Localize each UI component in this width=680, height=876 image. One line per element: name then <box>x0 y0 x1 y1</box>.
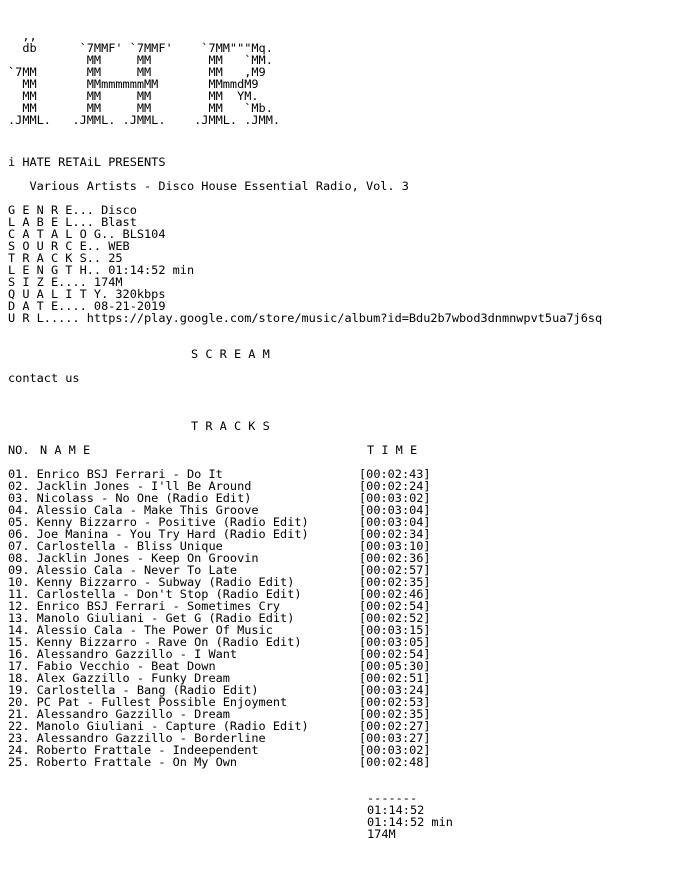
scream-heading: S C R E A M <box>191 347 270 361</box>
track-title: 03. Nicolass - No One (Radio Edit) <box>8 491 252 505</box>
info-tracks: T R A C K S.. 25 <box>8 251 123 265</box>
contact-link[interactable]: contact us <box>8 371 80 385</box>
track-time: [00:03:27] <box>359 731 431 745</box>
track-title: 15. Kenny Bizzarro - Rave On (Radio Edit) <box>8 635 302 649</box>
track-title: 21. Alessandro Gazzillo - Dream <box>8 707 230 721</box>
track-time: [00:02:46] <box>359 587 431 601</box>
track-time: [00:02:43] <box>359 467 431 481</box>
track-time: [00:03:10] <box>359 539 431 553</box>
track-title: 25. Roberto Frattale - On My Own <box>8 755 238 769</box>
info-size: S I Z E.... 174M <box>8 275 123 289</box>
track-time: [00:02:54] <box>359 647 431 661</box>
track-time: [00:02:34] <box>359 527 431 541</box>
track-time: [00:03:04] <box>359 503 431 517</box>
column-time-header: T I M E <box>367 443 418 457</box>
track-time: [00:05:30] <box>359 659 431 673</box>
track-time: [00:02:53] <box>359 695 431 709</box>
track-title: 09. Alessio Cala - Never To Late <box>8 563 238 577</box>
track-title: 13. Manolo Giuliani - Get G (Radio Edit) <box>8 611 295 625</box>
track-time: [00:03:24] <box>359 683 431 697</box>
track-title: 10. Kenny Bizzarro - Subway (Radio Edit) <box>8 575 295 589</box>
track-time: [00:02:48] <box>359 755 431 769</box>
album-title: Various Artists - Disco House Essential Radio, Vol. 3 <box>8 179 409 193</box>
column-no-header: NO. <box>8 443 30 457</box>
track-title: 06. Joe Manina - You Try Hard (Radio Edit) <box>8 527 309 541</box>
track-title: 08. Jacklin Jones - Keep On Groovin <box>8 551 259 565</box>
info-genre: G E N R E... Disco <box>8 203 137 217</box>
track-title: 23. Alessandro Gazzillo - Borderline <box>8 731 266 745</box>
track-title: 16. Alessandro Gazzillo - I Want <box>8 647 238 661</box>
track-time: [00:02:24] <box>359 479 431 493</box>
track-time: [00:02:35] <box>359 575 431 589</box>
total-size: 174M <box>367 827 396 841</box>
total-time: 01:14:52 <box>367 803 425 817</box>
track-title: 12. Enrico BSJ Ferrari - Sometimes Cry <box>8 599 281 613</box>
presents-line: i HATE RETAiL PRESENTS <box>8 155 166 169</box>
info-catalog: C A T A L O G.. BLS104 <box>8 227 166 241</box>
track-title: 20. PC Pat - Fullest Possible Enjoyment <box>8 695 288 709</box>
info-source: S O U R C E.. WEB <box>8 239 130 253</box>
track-time: [00:02:35] <box>359 707 431 721</box>
track-title: 07. Carlostella - Bliss Unique <box>8 539 223 553</box>
track-title: 24. Roberto Frattale - Indeependent <box>8 743 259 757</box>
track-time: [00:02:57] <box>359 563 431 577</box>
track-title: 04. Alessio Cala - Make This Groove <box>8 503 259 517</box>
column-name-header: N A M E <box>40 443 91 457</box>
track-time: [00:02:54] <box>359 599 431 613</box>
ascii-logo: ,, db `7MMF' `7MMF' `7MM"""Mq. MM MM MM `MM. `7MM MM MM MM ,M9 MM MMmmmmmmMM MMmmdM9 MM MM MM MM YM. MM MM MM MM `Mb. .JMML. .JMML. .JMML. .JMML. .JMM. <box>8 29 281 127</box>
track-title: 18. Alex Gazzillo - Funky Dream <box>8 671 230 685</box>
track-title: 17. Fabio Vecchio - Beat Down <box>8 659 216 673</box>
tracks-heading: T R A C K S <box>191 419 270 433</box>
track-title: 14. Alessio Cala - The Power Of Music <box>8 623 273 637</box>
track-title: 05. Kenny Bizzarro - Positive (Radio Edit) <box>8 515 309 529</box>
info-quality: Q U A L I T Y. 320kbps <box>8 287 166 301</box>
info-label: L A B E L... Blast <box>8 215 137 229</box>
track-title: 01. Enrico BSJ Ferrari - Do It <box>8 467 223 481</box>
track-time: [00:03:04] <box>359 515 431 529</box>
track-time: [00:02:52] <box>359 611 431 625</box>
track-time: [00:02:51] <box>359 671 431 685</box>
track-time: [00:02:36] <box>359 551 431 565</box>
info-date: D A T E.... 08-21-2019 <box>8 299 166 313</box>
total-length: 01:14:52 min <box>367 815 453 829</box>
track-time: [00:02:27] <box>359 719 431 733</box>
track-title: 11. Carlostella - Don't Stop (Radio Edit) <box>8 587 302 601</box>
track-time: [00:03:02] <box>359 491 431 505</box>
info-url: U R L..... https://play.google.com/store/music/album?id=Bdu2b7wbod3dnmnwpvt5ua7j6sq <box>8 311 603 325</box>
totals-divider: ------- <box>367 791 418 805</box>
track-time: [00:03:02] <box>359 743 431 757</box>
track-title: 02. Jacklin Jones - I'll Be Around <box>8 479 252 493</box>
track-title: 22. Manolo Giuliani - Capture (Radio Edit) <box>8 719 309 733</box>
info-length: L E N G T H.. 01:14:52 min <box>8 263 195 277</box>
track-time: [00:03:05] <box>359 635 431 649</box>
track-time: [00:03:15] <box>359 623 431 637</box>
track-title: 19. Carlostella - Bang (Radio Edit) <box>8 683 259 697</box>
